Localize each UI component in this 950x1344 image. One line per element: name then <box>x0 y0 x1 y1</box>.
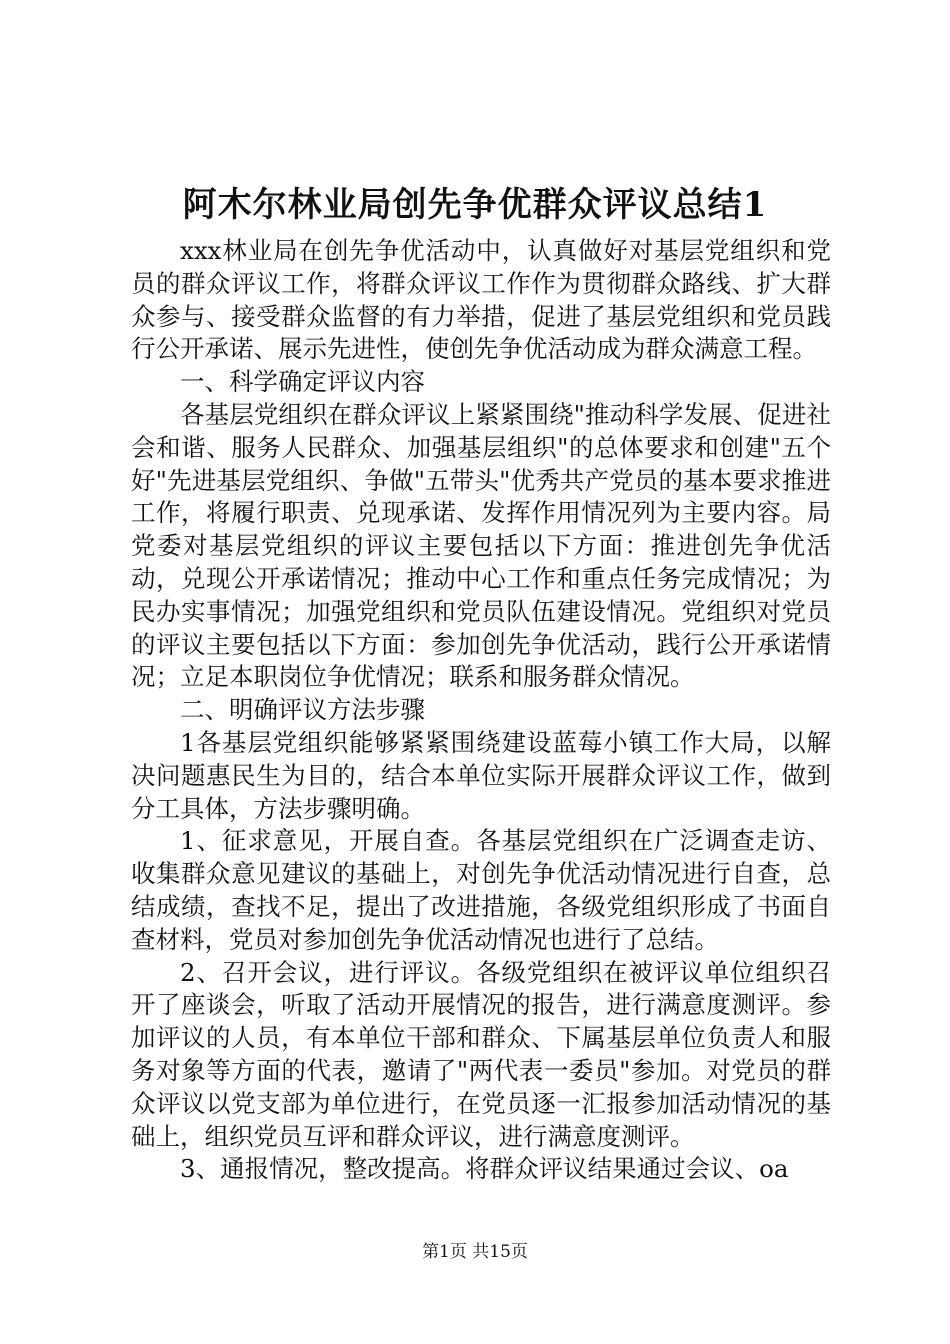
paragraph-method-overview: 1各基层党组织能够紧紧围绕建设蓝莓小镇工作大局，以解决问题惠民生为目的，结合本单位实际开展群众评议工作，做到分工具体，方法步骤明确。 <box>131 727 831 823</box>
paragraph-step-1: 1、征求意见，开展自查。各基层党组织在广泛调查走访、收集群众意见建议的基础上，对创先争优活动情况进行自查，总结成绩，查找不足，提出了改进措施，各级党组织形成了书面自查材料，党员对参加创先争优活动情况也进行了总结。 <box>131 826 831 954</box>
document-title: 阿木尔林业局创先争优群众评议总结1 <box>182 185 768 225</box>
paragraph-evaluation-content: 各基层党组织在群众评议上紧紧围绕"推动科学发展、促进社会和谐、服务人民群众、加强基层组织"的总体要求和创建"五个好"先进基层党组织、争做"五带头"优秀共产党员的基本要求推进工作，将履行职责、兑现承诺、发挥作用情况列为主要内容。局党委对基层党组织的评议主要包括以下方面：推进创先争优活动，兑现公开承诺情况；推动中心工作和重点任务完成情况；为民办实事情况；加强党组织和党员队伍建设情况。党组织对党员的评议主要包括以下方面：参加创先争优活动，践行公开承诺情况；立足本职岗位争优情况；联系和服务群众情况。 <box>131 399 831 692</box>
document-body <box>131 235 831 1186</box>
section-heading-2: 二、明确评议方法步骤 <box>180 695 425 725</box>
paragraph-intro: xxx林业局在创先争优活动中，认真做好对基层党组织和党员的群众评议工作，将群众评议工作作为贯彻群众路线、扩大群众参与、接受群众监督的有力举措，促进了基层党组织和党员践行公开承诺、展示先进性，使创先争优活动成为群众满意工程。 <box>131 236 831 364</box>
page-footer: 第1页 共15页 <box>422 1242 528 1262</box>
paragraph-step-2: 2、召开会议，进行评议。各级党组织在被评议单位组织召开了座谈会，听取了活动开展情况的报告，进行满意度测评。参加评议的人员，有本单位干部和群众、下属基层单位负责人和服务对象等方面的代表，邀请了"两代表一委员"参加。对党员的群众评议以党支部为单位进行，在党员逐一汇报参加活动情况的基础上，组织党员互评和群众评议，进行满意度测评。 <box>131 957 831 1151</box>
section-heading-1: 一、科学确定评议内容 <box>180 367 425 397</box>
paragraph-step-3: 3、通报情况，整改提高。将群众评议结果通过会议、oa <box>180 1154 789 1184</box>
